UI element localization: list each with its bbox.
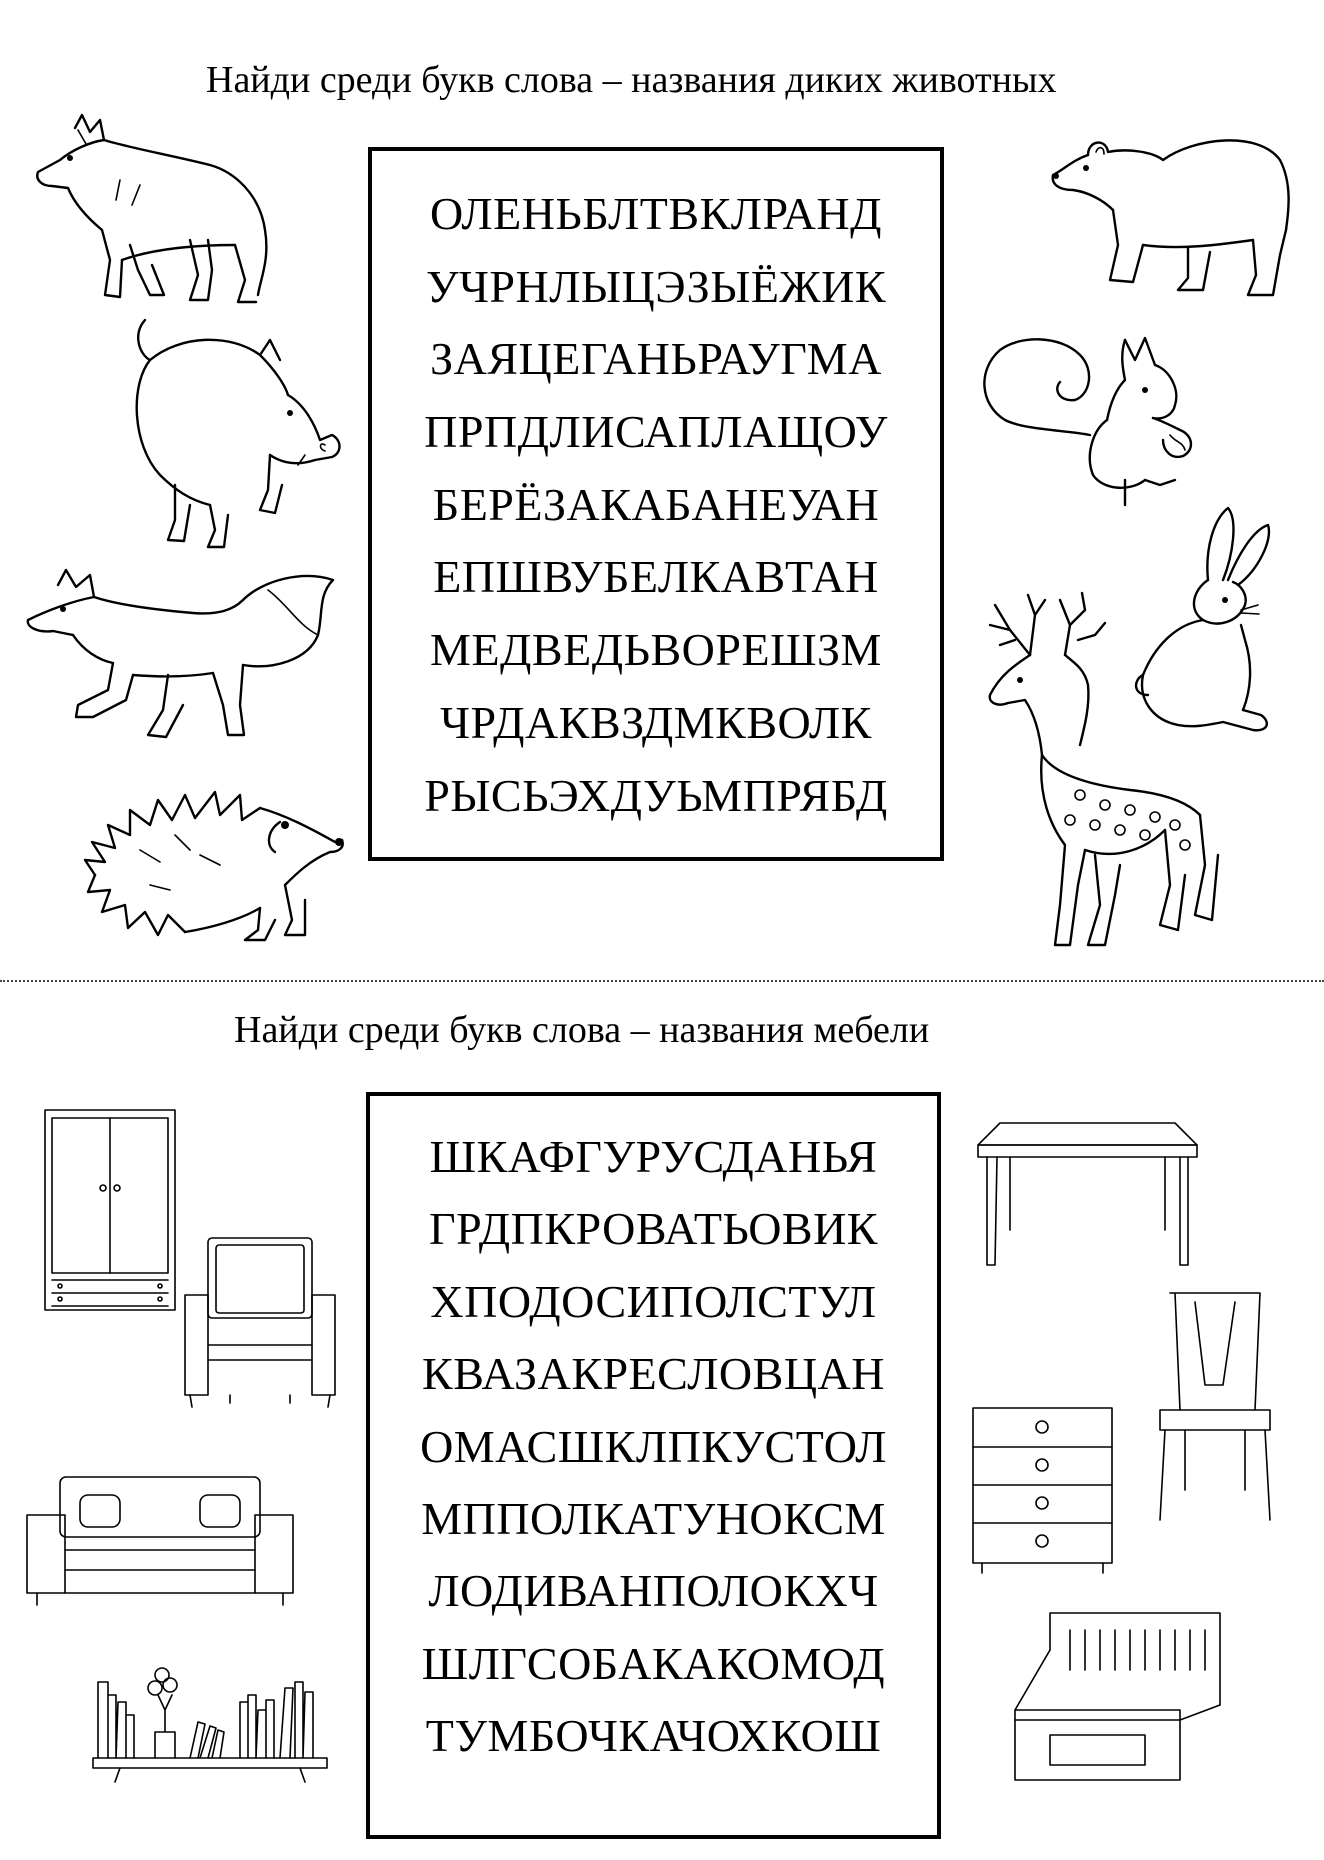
squirrel-icon <box>975 330 1215 510</box>
boar-icon <box>120 315 345 555</box>
grid-row: ОМАСШКЛПКУСТОЛ <box>420 1420 887 1472</box>
fox-icon <box>18 565 343 765</box>
grid-row: БЕРЁЗАКАБАНЕУАН <box>432 478 880 530</box>
grid-row: КВАЗАКРЕСЛОВЦАН <box>422 1348 885 1400</box>
chair-icon <box>1155 1290 1275 1525</box>
hare-icon <box>1133 500 1283 750</box>
bed-icon <box>1010 1610 1230 1785</box>
sofa-icon <box>25 1475 295 1610</box>
grid-row: ЕПШВУБЕЛКАВТАН <box>433 551 879 603</box>
grid-row: МЕДВЕДЬВОРЕШЗМ <box>430 624 882 676</box>
grid-row: ЗАЯЦЕГАНЬРАУГМА <box>430 333 882 385</box>
grid-row: МППОЛКАТУНОКСМ <box>421 1492 886 1544</box>
grid-row: ХПОДОСИПОЛСТУЛ <box>430 1275 877 1327</box>
hedgehog-icon <box>80 780 345 950</box>
grid-row: ЛОДИВАНПОЛОКХЧ <box>428 1565 879 1617</box>
wolf-icon <box>20 110 290 310</box>
chest-of-drawers-icon <box>970 1405 1115 1575</box>
wardrobe-icon <box>40 1108 180 1318</box>
furniture-letter-grid <box>366 1092 941 1839</box>
table-icon <box>975 1120 1200 1270</box>
bear-icon <box>1048 130 1298 305</box>
section-divider <box>0 980 1324 982</box>
animals-title: Найди среди букв слова – названия диких животных <box>206 59 1057 101</box>
grid-row: ГРДПКРОВАТЬОВИК <box>429 1203 878 1255</box>
grid-row: ОЛЕНЬБЛТВКЛРАНД <box>429 188 882 239</box>
animals-letter-grid <box>368 147 944 861</box>
furniture-title: Найди среди букв слова – названия мебели <box>234 1009 930 1051</box>
grid-row: ПРПДЛИСАПЛАЩОУ <box>424 406 888 458</box>
armchair-icon <box>180 1235 340 1415</box>
bookshelf-icon <box>90 1640 330 1790</box>
grid-row: ШКАФГУРУСДАНЬЯ <box>429 1131 878 1182</box>
grid-row: ТУМБОЧКАЧОХКОШ <box>425 1710 882 1762</box>
grid-row: ШЛГСОБАКАКОМОД <box>421 1637 886 1689</box>
grid-row: УЧРНЛЫЦЭЗЫЁЖИК <box>425 260 887 312</box>
grid-row: РЫСЬЭХДУЬМПРЯБД <box>424 769 888 821</box>
grid-row: ЧРДАКВЗДМКВОЛК <box>440 696 872 748</box>
